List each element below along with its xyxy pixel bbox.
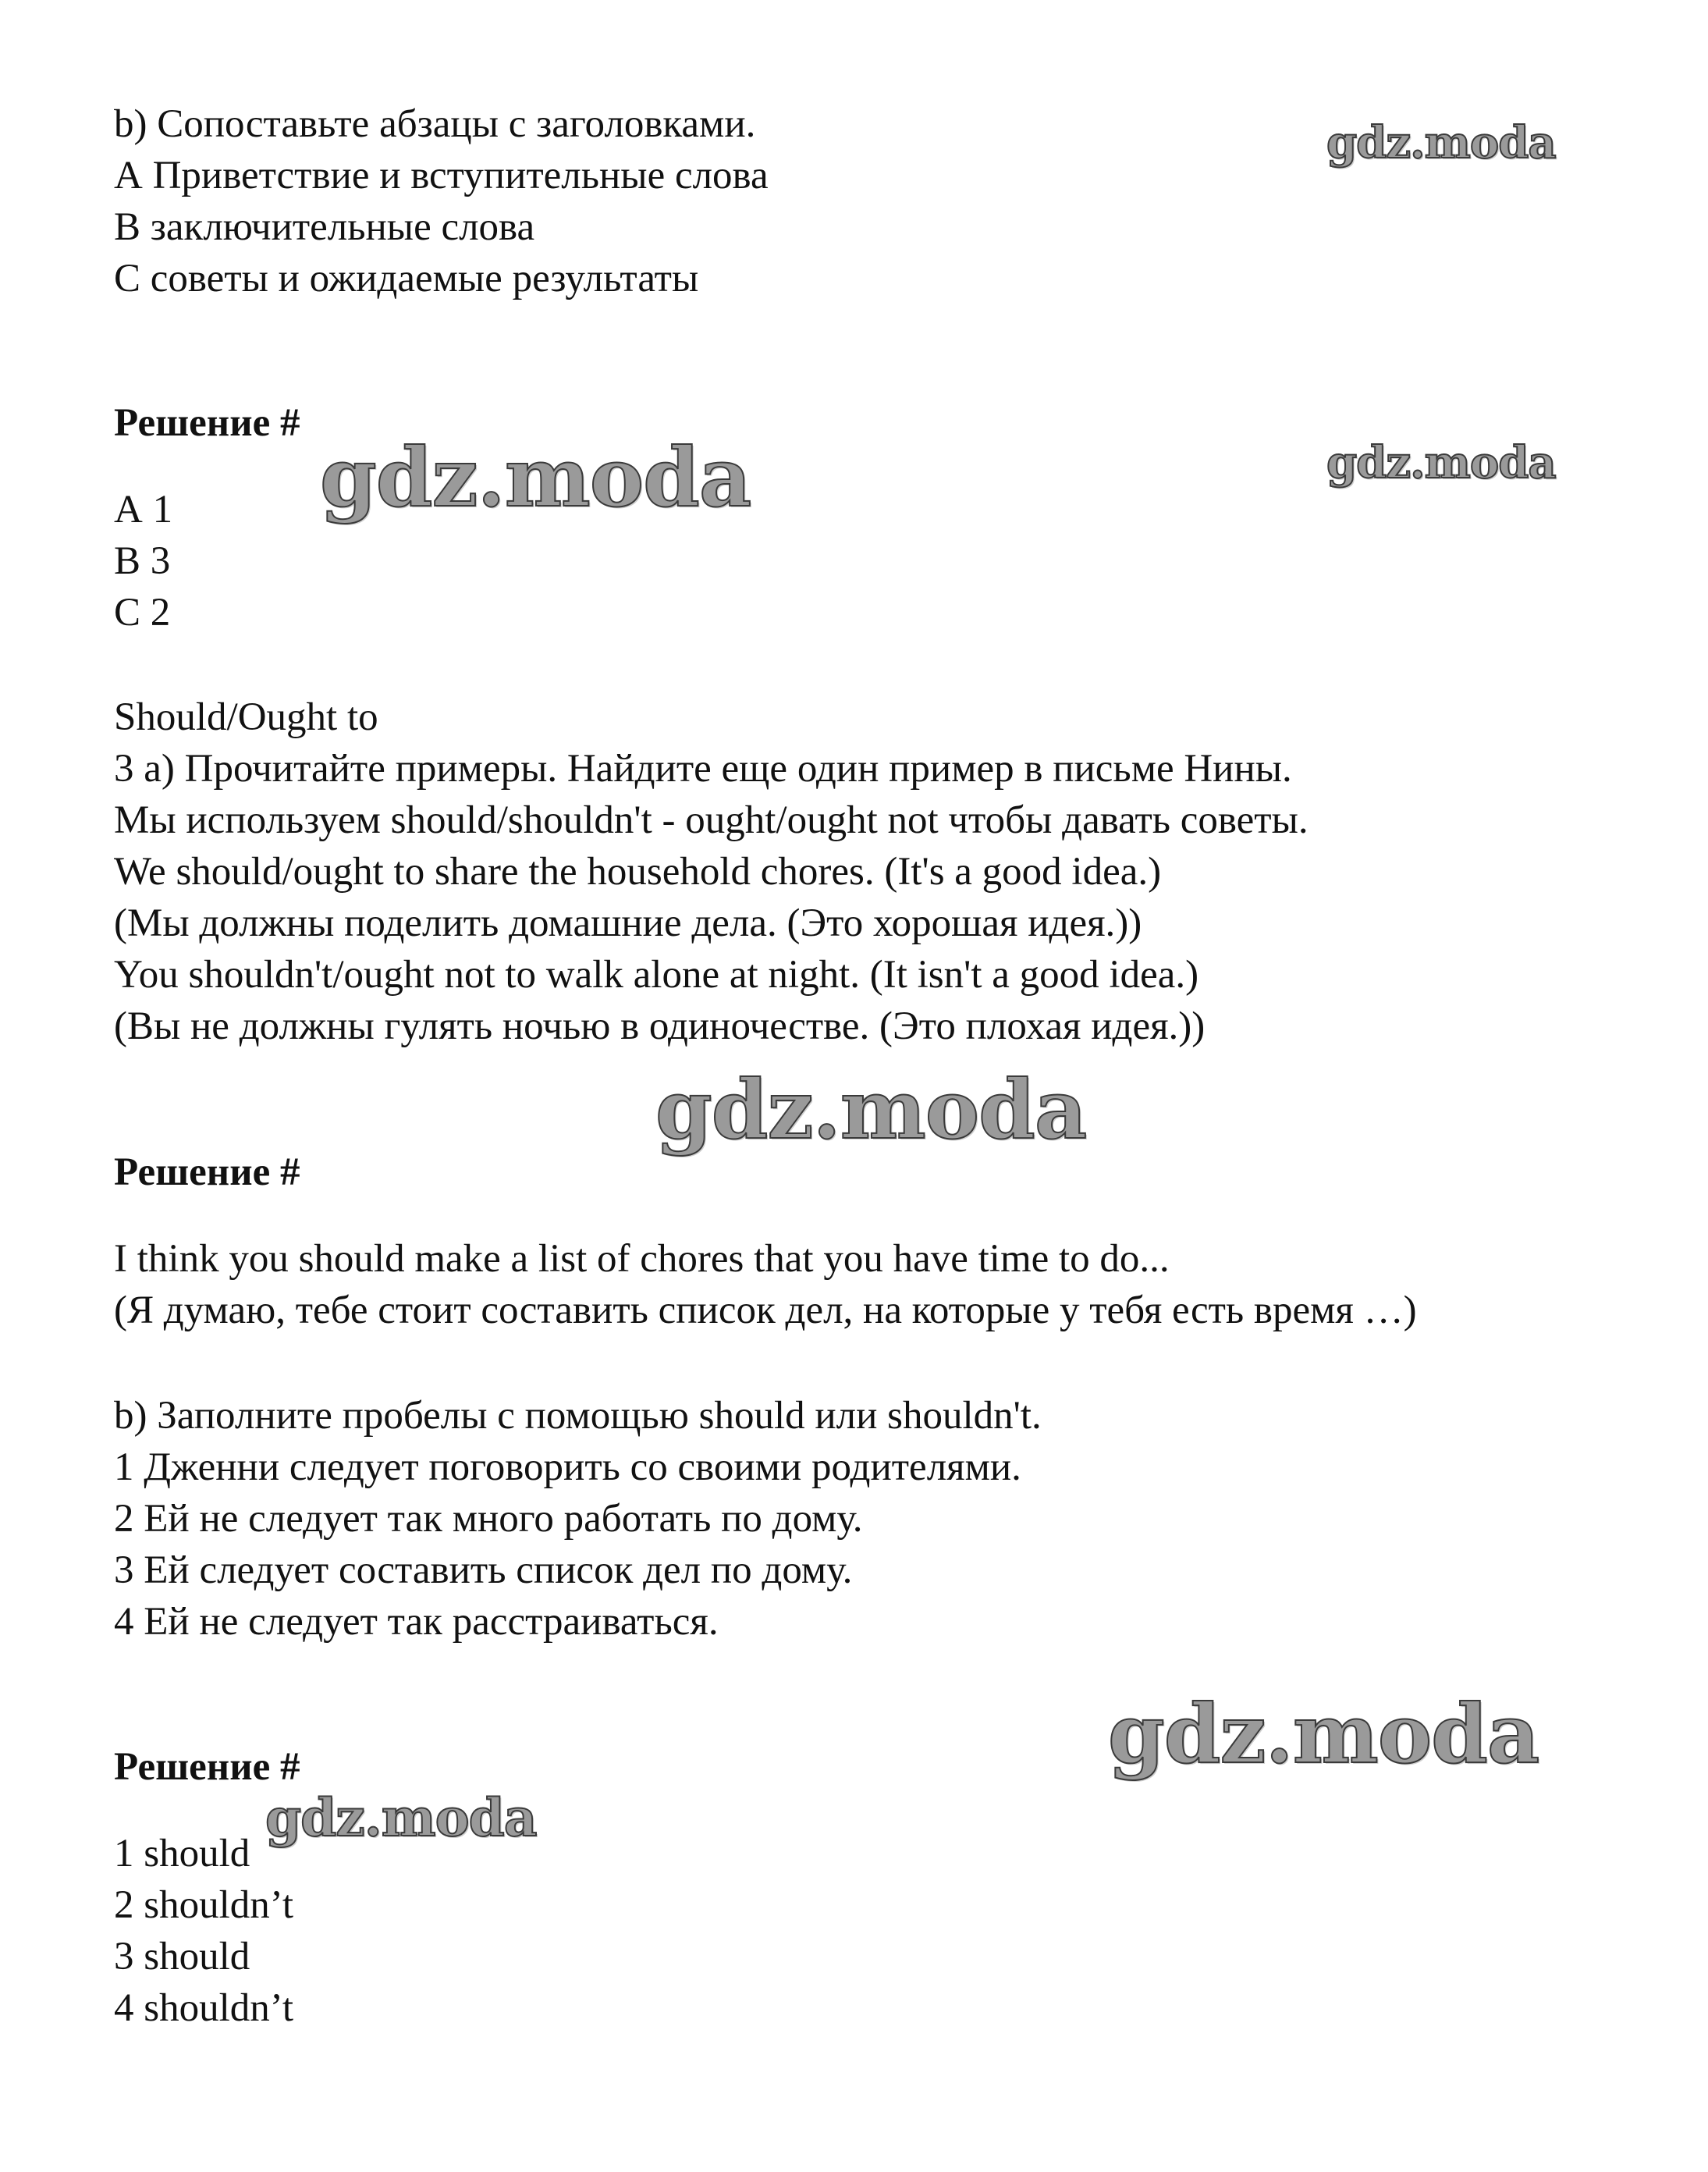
watermark: gdz.moda — [320, 429, 751, 525]
task-3a-line: (Вы не должны гулять ночью в одиночестве. (Это плохая идея.)) — [114, 1004, 1206, 1048]
solution-answer: 4 shouldn’t — [114, 1986, 293, 2030]
grammar-topic: Should/Ought to — [114, 695, 378, 739]
task-3b-item: 4 Ей не следует так расстраиваться. — [114, 1600, 719, 1644]
task-b-item: С советы и ожидаемые результаты — [114, 257, 699, 300]
task-3a-line: 3 а) Прочитайте примеры. Найдите еще один пример в письме Нины. — [114, 747, 1292, 791]
solution-line: (Я думаю, тебе стоит составить список дел, на которые у тебя есть время …) — [114, 1289, 1417, 1332]
task-b-item: А Приветствие и вступительные слова — [114, 154, 769, 197]
task-3b-item: 3 Ей следует составить список дел по дому. — [114, 1548, 853, 1592]
solution-title: Решение # — [114, 1150, 300, 1194]
task-3a-line: You shouldn't/ought not to walk alone at night. (It isn't a good idea.) — [114, 953, 1199, 997]
solution-title: Решение # — [114, 401, 300, 445]
task-3b-item: 2 Ей не следует так много работать по дому. — [114, 1497, 863, 1541]
solution-title: Решение # — [114, 1745, 300, 1789]
task-b-item: В заключительные слова — [114, 205, 535, 249]
watermark: gdz.moda — [1326, 437, 1556, 489]
watermark: gdz.moda — [265, 1787, 537, 1848]
solution-answer: 3 should — [114, 1935, 250, 1978]
task-b-heading: b) Сопоставьте абзацы с заголовками. — [114, 102, 756, 146]
task-3a-line: (Мы должны поделить домашние дела. (Это хорошая идея.)) — [114, 901, 1142, 945]
solution-answer: В 3 — [114, 539, 171, 583]
task-3b-item: 1 Дженни следует поговорить со своими родителями. — [114, 1445, 1021, 1489]
watermark: gdz.moda — [655, 1061, 1087, 1157]
task-3a-line: We should/ought to share the household chores. (It's a good idea.) — [114, 850, 1162, 894]
watermark: gdz.moda — [1326, 117, 1556, 169]
task-3b-heading: b) Заполните пробелы с помощью should или shouldn't. — [114, 1394, 1042, 1438]
solution-answer: С 2 — [114, 591, 171, 635]
solution-line: I think you should make a list of chores that you have time to do... — [114, 1237, 1170, 1281]
task-3a-line: Мы используем should/shouldn't - ought/ought not чтобы давать советы. — [114, 798, 1309, 842]
solution-answer: А 1 — [114, 488, 173, 531]
solution-answer: 1 should — [114, 1832, 250, 1875]
solution-answer: 2 shouldn’t — [114, 1883, 293, 1927]
watermark: gdz.moda — [1108, 1686, 1539, 1782]
